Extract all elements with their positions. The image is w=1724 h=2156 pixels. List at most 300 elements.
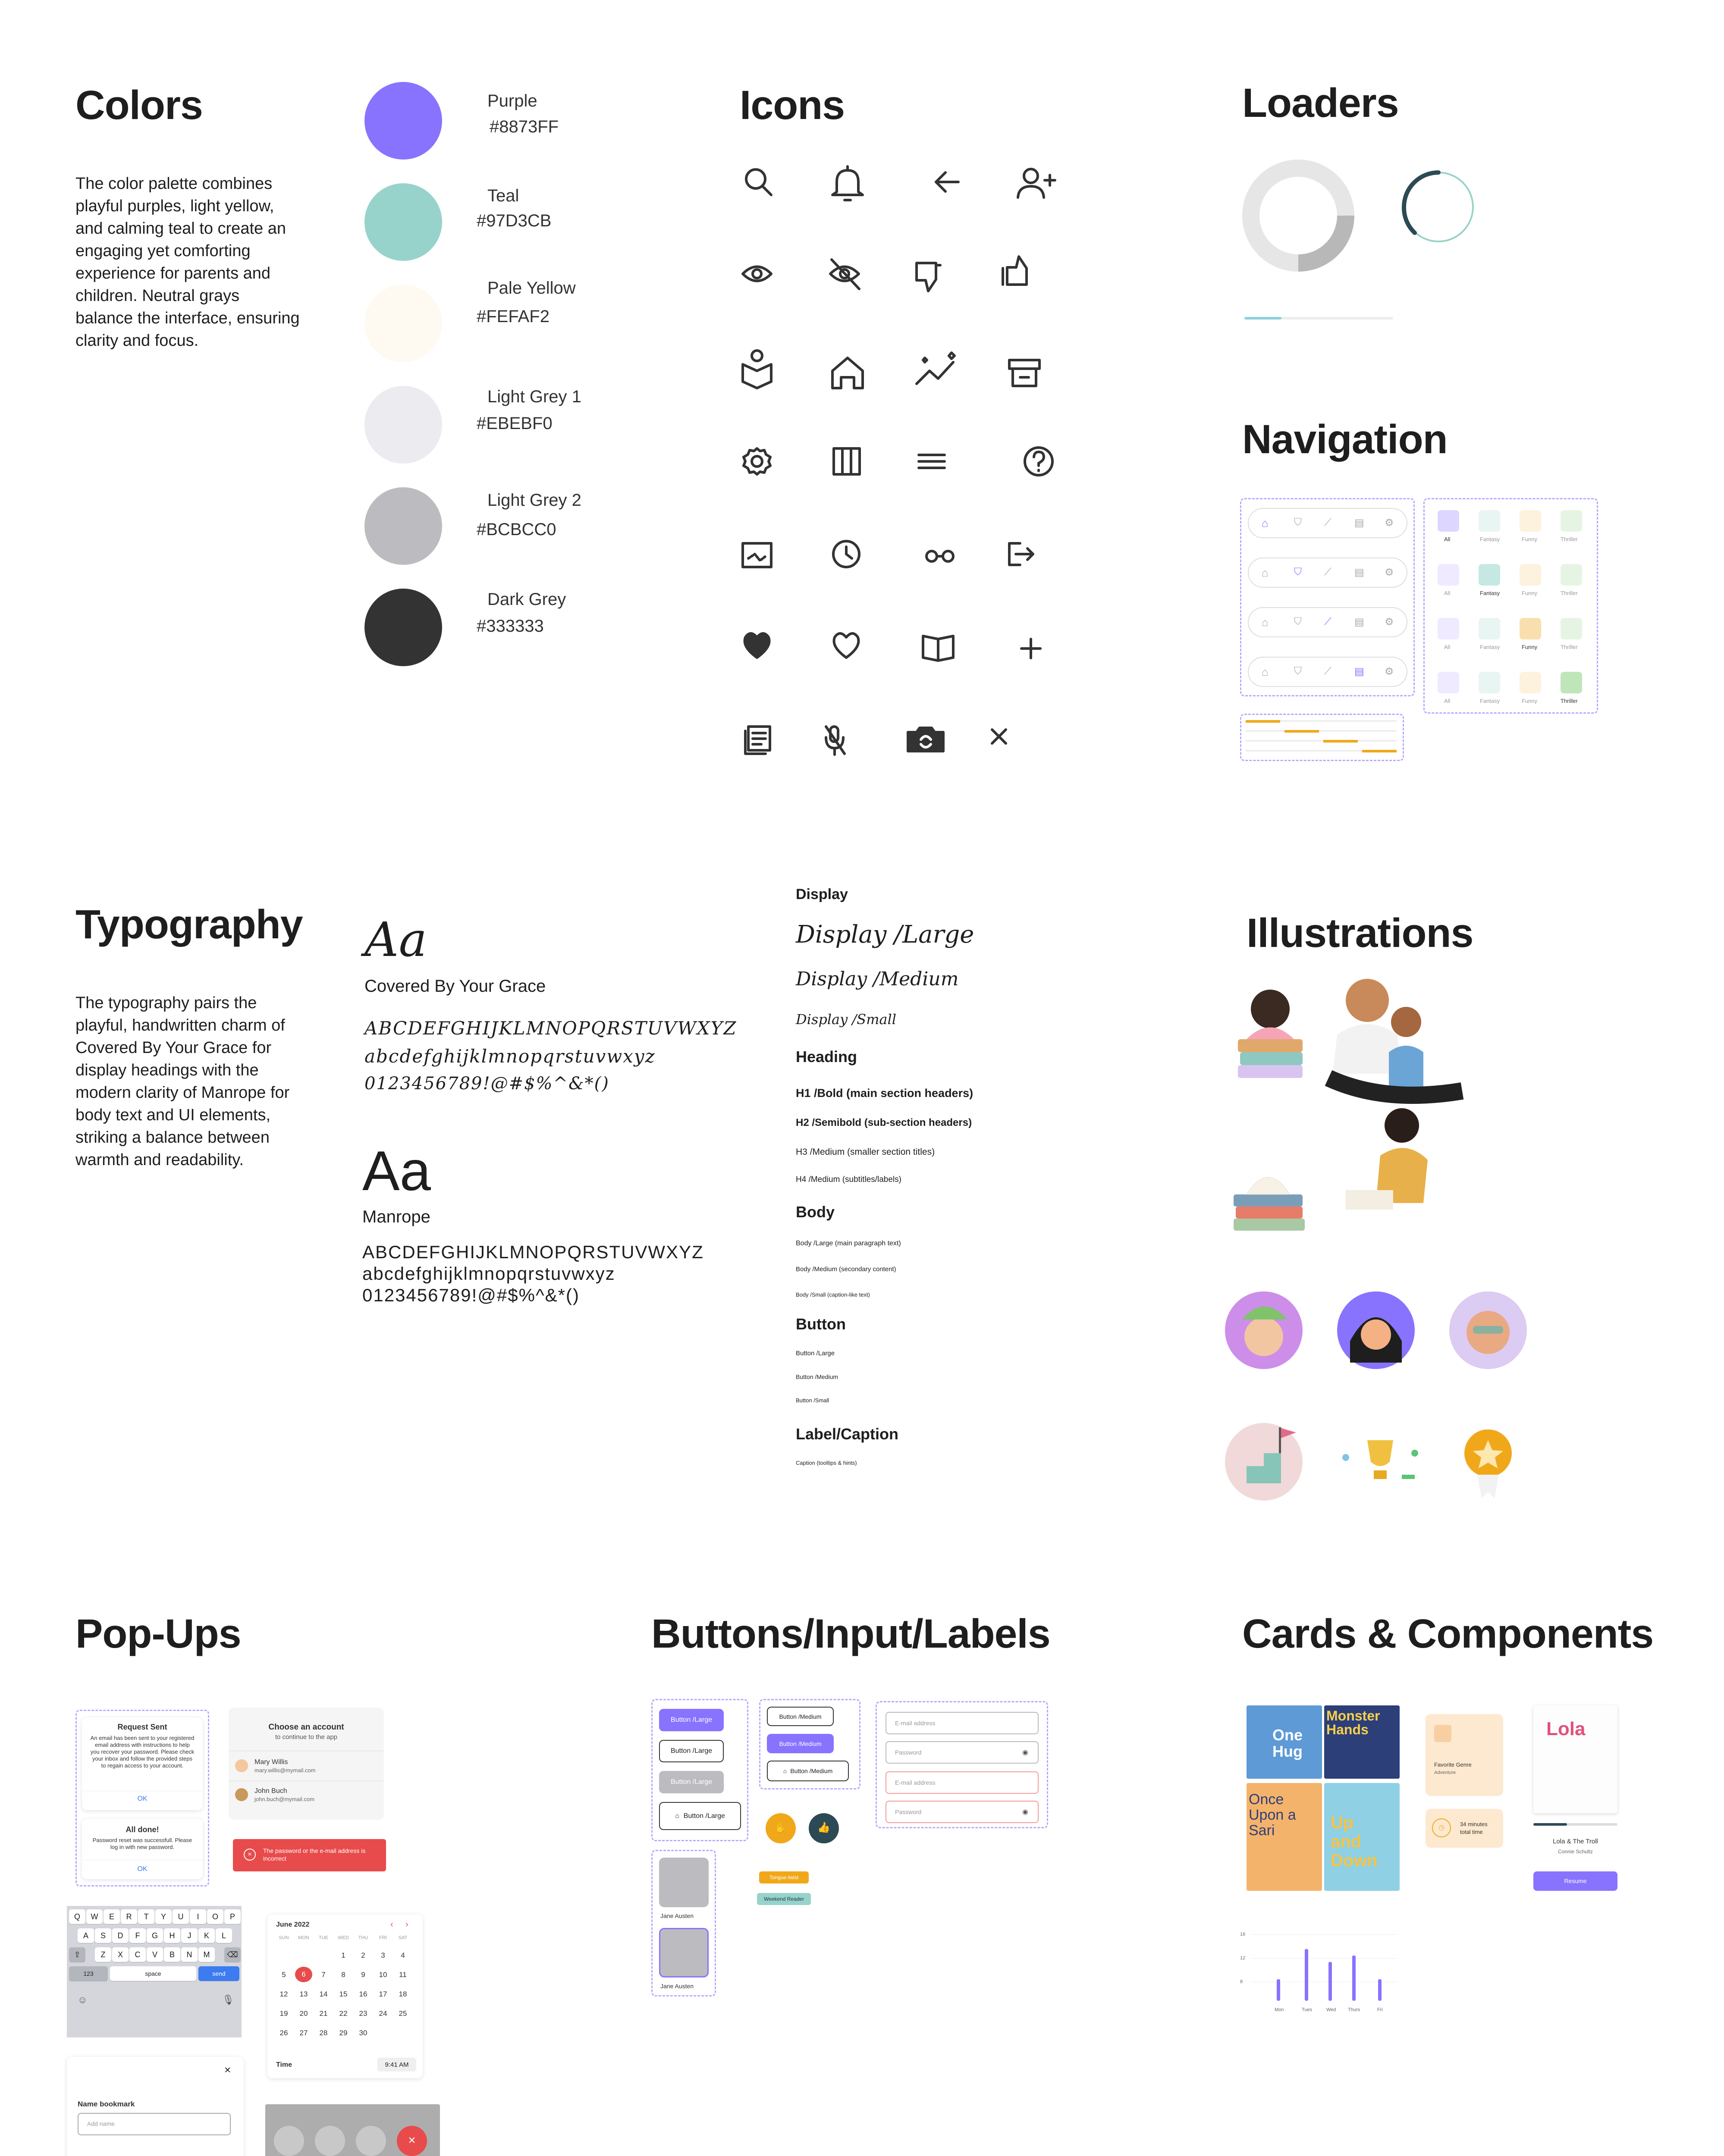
home-icon: ⌂ bbox=[675, 1812, 679, 1820]
axis-tick: Tues bbox=[1302, 2007, 1313, 2012]
genre-fantasy-icon[interactable] bbox=[1479, 564, 1500, 586]
type-scale-button-large: Button /Large bbox=[796, 1350, 835, 1357]
genre-label: Fantasy bbox=[1480, 644, 1500, 650]
dialog-ok-button[interactable]: OK bbox=[137, 1865, 148, 1873]
keyboard-key[interactable]: J bbox=[181, 1928, 198, 1943]
swatch-hex: #333333 bbox=[477, 617, 544, 636]
keyboard-key[interactable]: I bbox=[190, 1909, 206, 1924]
calendar-day[interactable]: 16 bbox=[359, 1990, 367, 1998]
body-font-sample: Aa bbox=[362, 1139, 431, 1202]
trending-icon bbox=[917, 353, 955, 384]
medium-button-variants bbox=[759, 1699, 860, 1789]
stack-of-books-illustration bbox=[1234, 1177, 1305, 1231]
book-author: Connie Schultz bbox=[1558, 1849, 1593, 1855]
swatch-name: Purple bbox=[487, 91, 537, 110]
genre-label: Funny bbox=[1522, 536, 1538, 542]
tab-indicator bbox=[1362, 750, 1397, 752]
trending-icon[interactable]: ⟋ bbox=[1324, 517, 1331, 528]
keyboard-key[interactable]: S bbox=[95, 1928, 111, 1943]
buttons-title: Buttons/Input/Labels bbox=[651, 1611, 1050, 1657]
swatch-name: Dark Grey bbox=[487, 590, 566, 609]
gear-icon bbox=[744, 448, 770, 474]
eye-off-icon[interactable]: ◉ bbox=[1022, 1808, 1028, 1816]
flag-stairs-illustration bbox=[1225, 1423, 1303, 1501]
axis-tick: Mon bbox=[1275, 2007, 1284, 2012]
end-call-button[interactable]: × bbox=[397, 2126, 427, 2156]
swatch-hex: #8873FF bbox=[490, 117, 559, 136]
book-cover-title: One Hug bbox=[1272, 1726, 1303, 1760]
account-name[interactable]: John Buch bbox=[254, 1787, 287, 1795]
book-open-icon bbox=[923, 636, 953, 661]
genre-label: Thriller bbox=[1561, 590, 1578, 596]
genre-thriller-icon[interactable] bbox=[1561, 510, 1582, 532]
input-variants bbox=[876, 1701, 1048, 1828]
dialog-title: Request Sent bbox=[117, 1723, 167, 1731]
chevron-right-icon[interactable]: › bbox=[405, 1920, 408, 1929]
weekday-label: SAT bbox=[398, 1935, 408, 1940]
axis-tick: Thurs bbox=[1348, 2007, 1360, 2012]
reading-progress bbox=[1533, 1823, 1617, 1826]
request-sent-dialog bbox=[82, 1717, 203, 1810]
typography-title: Typography bbox=[75, 902, 303, 947]
keyboard-key[interactable]: T bbox=[138, 1909, 154, 1924]
dialog-ok-button[interactable]: OK bbox=[137, 1795, 148, 1802]
emoji-icon[interactable]: ☺ bbox=[78, 1994, 88, 2005]
trophy-illustration bbox=[1342, 1440, 1418, 1479]
display-font-name: Covered By Your Grace bbox=[364, 977, 546, 996]
book-title: Lola & The Troll bbox=[1553, 1838, 1598, 1845]
type-scale-body-medium: Body /Medium (secondary content) bbox=[796, 1266, 896, 1273]
genre-label: Funny bbox=[1522, 644, 1538, 650]
body-digits: 0123456789!@#$%^&*() bbox=[362, 1285, 580, 1305]
type-scale-h2: H2 /Semibold (sub-section headers) bbox=[796, 1117, 972, 1128]
type-scale-display: Display bbox=[796, 886, 848, 903]
keyboard-key[interactable]: H bbox=[164, 1928, 180, 1943]
keyboard-key[interactable]: M bbox=[198, 1947, 215, 1962]
calendar-day[interactable]: 7 bbox=[321, 1971, 326, 1979]
calendar-day[interactable]: 1 bbox=[341, 1951, 345, 1959]
map-icon bbox=[743, 543, 771, 567]
avatar-selected[interactable] bbox=[659, 1928, 709, 1977]
book-cover-art: Lola bbox=[1546, 1718, 1586, 1739]
illustrations-title: Illustrations bbox=[1247, 910, 1473, 956]
home-icon[interactable]: ⌂ bbox=[1262, 616, 1269, 629]
account-email: mary.willis@mymail.com bbox=[254, 1767, 316, 1774]
keyboard-key[interactable]: Y bbox=[155, 1909, 172, 1924]
calendar-day[interactable]: 10 bbox=[379, 1971, 387, 1979]
calendar-day[interactable]: 14 bbox=[319, 1990, 328, 1998]
keyboard-key[interactable]: O bbox=[207, 1909, 223, 1924]
genre-label: All bbox=[1444, 644, 1451, 650]
calendar-day[interactable]: 3 bbox=[381, 1951, 385, 1959]
swatch-name: Light Grey 2 bbox=[487, 491, 581, 510]
heart-icon bbox=[834, 633, 859, 658]
loaders-title: Loaders bbox=[1242, 80, 1399, 126]
article-icon bbox=[745, 727, 770, 754]
body-uppercase: ABCDEFGHIJKLMNOPQRSTUVWXYZ bbox=[362, 1242, 704, 1262]
input-placeholder: Password bbox=[895, 1808, 922, 1815]
home-icon[interactable]: ⌂ bbox=[1262, 517, 1269, 530]
input-placeholder: Password bbox=[895, 1749, 922, 1756]
genre-label: Fantasy bbox=[1480, 536, 1500, 542]
avatar-boy-illustration bbox=[1225, 1291, 1303, 1369]
calendar-day[interactable]: 11 bbox=[399, 1971, 407, 1979]
email-field-error[interactable] bbox=[886, 1771, 1039, 1794]
tab-track bbox=[1246, 730, 1397, 732]
reader-icon[interactable]: ⛉ bbox=[1294, 616, 1302, 627]
store-icon[interactable]: ▤ bbox=[1354, 517, 1364, 529]
secondary-button[interactable]: Button /Large bbox=[659, 1740, 724, 1762]
trending-icon[interactable]: ⟋ bbox=[1324, 566, 1331, 578]
type-scale-heading: Heading bbox=[796, 1048, 857, 1065]
calendar-day[interactable]: 28 bbox=[319, 2029, 328, 2037]
input-placeholder: E-mail address bbox=[895, 1720, 936, 1727]
keyboard-key[interactable]: X bbox=[112, 1947, 129, 1962]
genre-label: All bbox=[1444, 590, 1451, 596]
keyboard-key[interactable]: P bbox=[224, 1909, 241, 1924]
typography-description: The typography pairs the playful, handwritten charm of Covered By Your Grace for display headings with the modern clarity of Manrope for body text and UI elements, striking a balance between warmth and readability. bbox=[75, 994, 290, 1169]
calendar-day[interactable]: 9 bbox=[361, 1971, 365, 1979]
icon-grid bbox=[733, 160, 1061, 763]
story-button[interactable] bbox=[274, 2126, 304, 2156]
weekday-label: TUE bbox=[319, 1935, 328, 1940]
space-key[interactable]: space bbox=[110, 1966, 196, 1981]
calendar-time-label: Time bbox=[276, 2061, 292, 2068]
girl-on-books-illustration bbox=[1238, 990, 1303, 1078]
display-digits: 0123456789!@#$%^&*() bbox=[364, 1074, 609, 1094]
chart-bar bbox=[1328, 1962, 1332, 2001]
calendar-day[interactable]: 22 bbox=[339, 2009, 348, 2018]
avatar[interactable] bbox=[659, 1858, 709, 1907]
genre-label: Fantasy bbox=[1480, 698, 1500, 704]
store-icon[interactable]: ▤ bbox=[1354, 567, 1364, 578]
axis-tick: Fri bbox=[1377, 2007, 1383, 2012]
weekday-label: SUN bbox=[279, 1935, 289, 1940]
avatar bbox=[235, 1759, 248, 1772]
book-cover[interactable] bbox=[1324, 1783, 1400, 1891]
profile-name: Jane Austen bbox=[660, 1983, 694, 1990]
genre-thriller-icon[interactable] bbox=[1561, 672, 1582, 693]
calendar-day[interactable]: 17 bbox=[379, 1990, 387, 1998]
calendar-day[interactable]: 6 bbox=[295, 1967, 312, 1982]
bottom-nav-variants bbox=[1240, 498, 1415, 696]
keyboard-key[interactable]: U bbox=[173, 1909, 189, 1924]
swatch-name: Light Grey 1 bbox=[487, 387, 581, 406]
badge-illustration bbox=[1464, 1429, 1512, 1498]
axis-tick: 12 bbox=[1240, 1955, 1246, 1961]
keyboard-key[interactable]: E bbox=[104, 1909, 120, 1924]
keyboard-key[interactable]: L bbox=[216, 1928, 232, 1943]
genre-fantasy-icon[interactable] bbox=[1479, 672, 1500, 693]
tab-indicator bbox=[1246, 720, 1280, 723]
genre-funny-icon[interactable] bbox=[1520, 672, 1541, 693]
close-icon[interactable]: × bbox=[224, 2063, 231, 2076]
stat-value: Adventure bbox=[1434, 1770, 1456, 1775]
account-chooser bbox=[229, 1708, 384, 1820]
calendar-day[interactable]: 30 bbox=[359, 2029, 367, 2037]
book-cover[interactable] bbox=[1247, 1705, 1322, 1779]
illustration-gallery bbox=[1221, 975, 1566, 1509]
keyboard-key[interactable]: R bbox=[121, 1909, 137, 1924]
reader-icon[interactable]: ⛉ bbox=[1294, 517, 1302, 528]
calendar-month[interactable]: June 2022 bbox=[276, 1921, 310, 1928]
genre-all-icon[interactable] bbox=[1438, 510, 1459, 532]
keyboard-key[interactable]: Z bbox=[95, 1947, 111, 1962]
calendar-day[interactable]: 13 bbox=[299, 1990, 308, 1998]
book-cover-title: Monster Hands bbox=[1326, 1708, 1380, 1737]
keyboard-key[interactable]: K bbox=[198, 1928, 215, 1943]
disabled-button[interactable]: Button /Large bbox=[659, 1771, 724, 1793]
mic-icon[interactable]: 🎙 bbox=[222, 1994, 234, 2005]
help-icon bbox=[1025, 448, 1052, 475]
genre-label: Fantasy bbox=[1480, 590, 1500, 596]
display-font-sample: Aa bbox=[364, 912, 427, 967]
button-label: Button /Medium bbox=[790, 1767, 833, 1774]
tag-label: Tongue-twist bbox=[759, 1871, 809, 1883]
calendar-day[interactable]: 24 bbox=[379, 2009, 387, 2018]
keyboard-key[interactable]: N bbox=[181, 1947, 198, 1962]
genre-fantasy-icon[interactable] bbox=[1479, 618, 1500, 639]
calendar-day[interactable]: 12 bbox=[279, 1990, 288, 1998]
genre-all-icon[interactable] bbox=[1438, 672, 1459, 693]
genre-thriller-icon[interactable] bbox=[1561, 564, 1582, 586]
keyboard-key[interactable]: F bbox=[129, 1928, 146, 1943]
swatch-pale-yellow bbox=[364, 285, 442, 362]
child-reading-illustration bbox=[1346, 1108, 1428, 1210]
genre-label: Thriller bbox=[1561, 698, 1578, 704]
large-button-variants bbox=[651, 1699, 748, 1841]
keyboard-key[interactable]: Q bbox=[69, 1909, 85, 1924]
dialog-body: Password reset was successfull. Please log in with new password. bbox=[92, 1837, 192, 1850]
book-cover[interactable] bbox=[1247, 1783, 1322, 1891]
calendar-day[interactable]: 8 bbox=[341, 1971, 345, 1979]
send-key[interactable]: send bbox=[198, 1966, 239, 1981]
home-icon[interactable]: ⌂ bbox=[1262, 566, 1269, 579]
mute-button[interactable] bbox=[315, 2126, 345, 2156]
genre-label: Thriller bbox=[1561, 536, 1578, 542]
primary-button[interactable]: Button /Large bbox=[659, 1709, 724, 1731]
gear-icon[interactable]: ⚙ bbox=[1385, 616, 1394, 628]
bottom-nav-bar[interactable] bbox=[1248, 558, 1407, 588]
swatch-name: Pale Yellow bbox=[487, 279, 576, 298]
weekday-label: WED bbox=[338, 1935, 349, 1940]
display-lowercase: abcdefghijklmnopqrstuvwxyz bbox=[364, 1046, 656, 1067]
type-scale-display-medium: Display /Medium bbox=[796, 968, 959, 990]
primary-button[interactable]: Button /Medium bbox=[767, 1734, 834, 1753]
email-field[interactable] bbox=[886, 1712, 1039, 1734]
trending-icon[interactable]: ⟋ bbox=[1324, 665, 1331, 677]
secondary-button[interactable]: Button /Medium bbox=[767, 1707, 834, 1726]
reader-icon[interactable]: ⛉ bbox=[1294, 665, 1302, 677]
eye-icon bbox=[743, 267, 771, 281]
bottom-nav-bar[interactable] bbox=[1248, 657, 1407, 687]
calendar-day[interactable]: 20 bbox=[299, 2009, 308, 2018]
swatch-teal bbox=[364, 183, 442, 261]
keyboard-key[interactable]: D bbox=[112, 1928, 129, 1943]
gear-icon[interactable]: ⚙ bbox=[1385, 567, 1394, 578]
trending-icon[interactable]: ⟋ bbox=[1324, 616, 1331, 627]
popups-title: Pop-Ups bbox=[75, 1611, 241, 1657]
clock-icon: ◷ bbox=[1432, 1818, 1451, 1837]
keyboard-key[interactable]: A bbox=[78, 1928, 94, 1943]
chevron-left-icon[interactable]: ‹ bbox=[390, 1920, 393, 1929]
parent-child-reading-illustration bbox=[1328, 979, 1462, 1095]
dislike-button[interactable]: ✋ bbox=[766, 1813, 796, 1843]
bottom-nav-bar[interactable] bbox=[1248, 607, 1407, 637]
calendar-day[interactable]: 5 bbox=[282, 1971, 286, 1979]
shift-key[interactable]: ⇧ bbox=[69, 1947, 85, 1962]
type-scale-button-medium: Button /Medium bbox=[796, 1373, 838, 1380]
calendar-day[interactable]: 15 bbox=[339, 1990, 348, 1998]
type-scale-caption: Caption (tooltips & hints) bbox=[796, 1460, 857, 1466]
logout-icon bbox=[1009, 543, 1033, 565]
stat-label: Favorite Genre bbox=[1434, 1761, 1472, 1768]
book-cover[interactable] bbox=[1324, 1705, 1400, 1779]
store-icon[interactable]: ▤ bbox=[1354, 616, 1364, 628]
calendar-day[interactable]: 4 bbox=[401, 1951, 405, 1959]
swatch-hex: #BCBCC0 bbox=[477, 520, 556, 539]
stat-label: total time bbox=[1460, 1829, 1483, 1835]
reading-progress-fill bbox=[1533, 1823, 1567, 1826]
swatch-name: Teal bbox=[487, 186, 519, 205]
bookmark-sheet bbox=[67, 2057, 244, 2156]
chooser-subtitle: to continue to the app bbox=[275, 1733, 338, 1741]
genre-fantasy-icon[interactable] bbox=[1479, 510, 1500, 532]
keyboard bbox=[67, 1906, 242, 2037]
like-button[interactable]: 👍 bbox=[809, 1813, 839, 1843]
home-icon bbox=[832, 358, 863, 388]
keyboard-key[interactable]: B bbox=[164, 1947, 180, 1962]
arrow-left-icon bbox=[936, 172, 958, 191]
circular-loader-grey bbox=[1251, 168, 1346, 263]
search-icon bbox=[746, 169, 771, 195]
heart-filled-icon bbox=[745, 633, 769, 658]
bookmark-name-input[interactable] bbox=[78, 2113, 231, 2135]
chart-bar bbox=[1352, 1955, 1356, 2001]
calendar-day[interactable]: 18 bbox=[399, 1990, 407, 1998]
type-scale-body-small: Body /Small (caption-like text) bbox=[796, 1291, 870, 1298]
genre-funny-icon[interactable] bbox=[1520, 510, 1541, 532]
navigation-title: Navigation bbox=[1242, 417, 1448, 462]
mic-off-icon bbox=[826, 727, 845, 755]
button-label: Button /Large bbox=[683, 1812, 725, 1820]
alert-dialog-group bbox=[75, 1710, 209, 1887]
password-field[interactable] bbox=[886, 1741, 1039, 1764]
weekday-label: THU bbox=[358, 1935, 368, 1940]
avatar bbox=[235, 1788, 248, 1801]
calendar-day[interactable]: 27 bbox=[299, 2029, 308, 2037]
store-icon[interactable]: ▤ bbox=[1354, 666, 1364, 677]
book-cover[interactable] bbox=[1533, 1705, 1617, 1813]
genre-label: All bbox=[1444, 698, 1451, 704]
calendar-day[interactable]: 25 bbox=[399, 2009, 407, 2018]
chart-bar bbox=[1305, 1949, 1308, 2001]
thumbs-down-icon bbox=[917, 263, 940, 291]
glasses-icon bbox=[926, 551, 953, 561]
tag-label: Weekend Reader bbox=[757, 1893, 811, 1905]
weekday-label: MON bbox=[298, 1935, 309, 1940]
genre-all-icon[interactable] bbox=[1438, 564, 1459, 586]
genre-thriller-icon[interactable] bbox=[1561, 618, 1582, 639]
type-scale-button: Button bbox=[796, 1315, 846, 1333]
icon-button[interactable] bbox=[767, 1761, 849, 1781]
bottom-nav-bar[interactable] bbox=[1248, 508, 1407, 538]
genre-funny-icon[interactable] bbox=[1520, 618, 1541, 639]
circular-loader-teal bbox=[1404, 172, 1473, 241]
swatch-hex: #EBEBF0 bbox=[477, 414, 553, 433]
store-icon bbox=[1009, 360, 1039, 386]
genre-all-icon[interactable] bbox=[1438, 618, 1459, 639]
keyboard-key[interactable]: G bbox=[147, 1928, 163, 1943]
bookmark-title: Name bookmark bbox=[78, 2100, 135, 2108]
reader-icon[interactable]: ⛉ bbox=[1294, 566, 1302, 578]
library-icon bbox=[834, 448, 860, 474]
calendar-day[interactable]: 19 bbox=[279, 2009, 288, 2018]
keyboard-key[interactable]: V bbox=[147, 1947, 163, 1962]
tab-track bbox=[1246, 740, 1397, 742]
weekday-label: FRI bbox=[379, 1935, 387, 1940]
calendar-day[interactable]: 2 bbox=[361, 1951, 365, 1959]
swatch-dark-grey bbox=[364, 589, 442, 666]
genre-tab-variants bbox=[1423, 498, 1598, 714]
genre-label: Funny bbox=[1522, 590, 1538, 596]
axis-tick: Wed bbox=[1326, 2007, 1336, 2012]
thumbs-up-icon bbox=[1003, 257, 1027, 285]
type-scale-body-large: Body /Large (main paragraph text) bbox=[796, 1240, 901, 1247]
time-stat-card bbox=[1426, 1809, 1503, 1848]
calendar-day[interactable]: 29 bbox=[339, 2029, 348, 2037]
type-scale-display-small: Display /Small bbox=[796, 1011, 896, 1028]
calendar-day[interactable]: 26 bbox=[279, 2029, 288, 2037]
account-email: john.buch@mymail.com bbox=[254, 1796, 314, 1802]
close-icon bbox=[992, 730, 1006, 743]
flip-button[interactable] bbox=[356, 2126, 386, 2156]
home-icon[interactable]: ⌂ bbox=[1262, 665, 1269, 678]
calendar-day[interactable]: 23 bbox=[359, 2009, 367, 2018]
avatar-man-illustration bbox=[1449, 1291, 1527, 1369]
chooser-title: Choose an account bbox=[268, 1723, 344, 1732]
icon-button[interactable] bbox=[659, 1802, 741, 1830]
genre-label: Funny bbox=[1522, 698, 1538, 704]
backspace-key[interactable]: ⌫ bbox=[224, 1947, 241, 1962]
profile-name: Jane Austen bbox=[660, 1912, 694, 1919]
genre-funny-icon[interactable] bbox=[1520, 564, 1541, 586]
account-name[interactable]: Mary Willis bbox=[254, 1758, 288, 1766]
time-field[interactable]: 9:41 AM bbox=[377, 2058, 416, 2071]
all-done-dialog bbox=[82, 1819, 203, 1879]
numbers-key[interactable]: 123 bbox=[69, 1966, 108, 1981]
eye-off-icon bbox=[830, 260, 859, 289]
calendar-day[interactable]: 21 bbox=[319, 2009, 328, 2018]
eye-off-icon[interactable]: ◉ bbox=[1022, 1749, 1028, 1756]
keyboard-key[interactable]: C bbox=[129, 1947, 146, 1962]
book-cover-title: Once Upon a Sari bbox=[1249, 1791, 1296, 1839]
type-scale-h4: H4 /Medium (subtitles/labels) bbox=[796, 1175, 901, 1184]
chart-bar bbox=[1277, 1979, 1280, 2001]
keyboard-key[interactable]: W bbox=[86, 1909, 103, 1924]
type-scale-display-large: Display /Large bbox=[796, 921, 974, 949]
password-field-error[interactable] bbox=[886, 1801, 1039, 1823]
axis-tick: 16 bbox=[1240, 1932, 1246, 1937]
gear-icon[interactable]: ⚙ bbox=[1385, 666, 1394, 677]
profile-tile-variants bbox=[651, 1850, 716, 1996]
swatch-hex: #97D3CB bbox=[477, 211, 552, 230]
display-uppercase: ABCDEFGHIJKLMNOPQRSTUVWXYZ bbox=[364, 1018, 737, 1039]
resume-button[interactable]: Resume bbox=[1533, 1871, 1617, 1891]
dialog-body: An email has been sent to your registered email address with instructions to help you recover your password. Please check your inbox and follow the provided steps to regain access to your account. bbox=[90, 1735, 195, 1769]
type-scale-h3: H3 /Medium (smaller section titles) bbox=[796, 1147, 935, 1157]
gear-icon[interactable]: ⚙ bbox=[1385, 517, 1394, 529]
